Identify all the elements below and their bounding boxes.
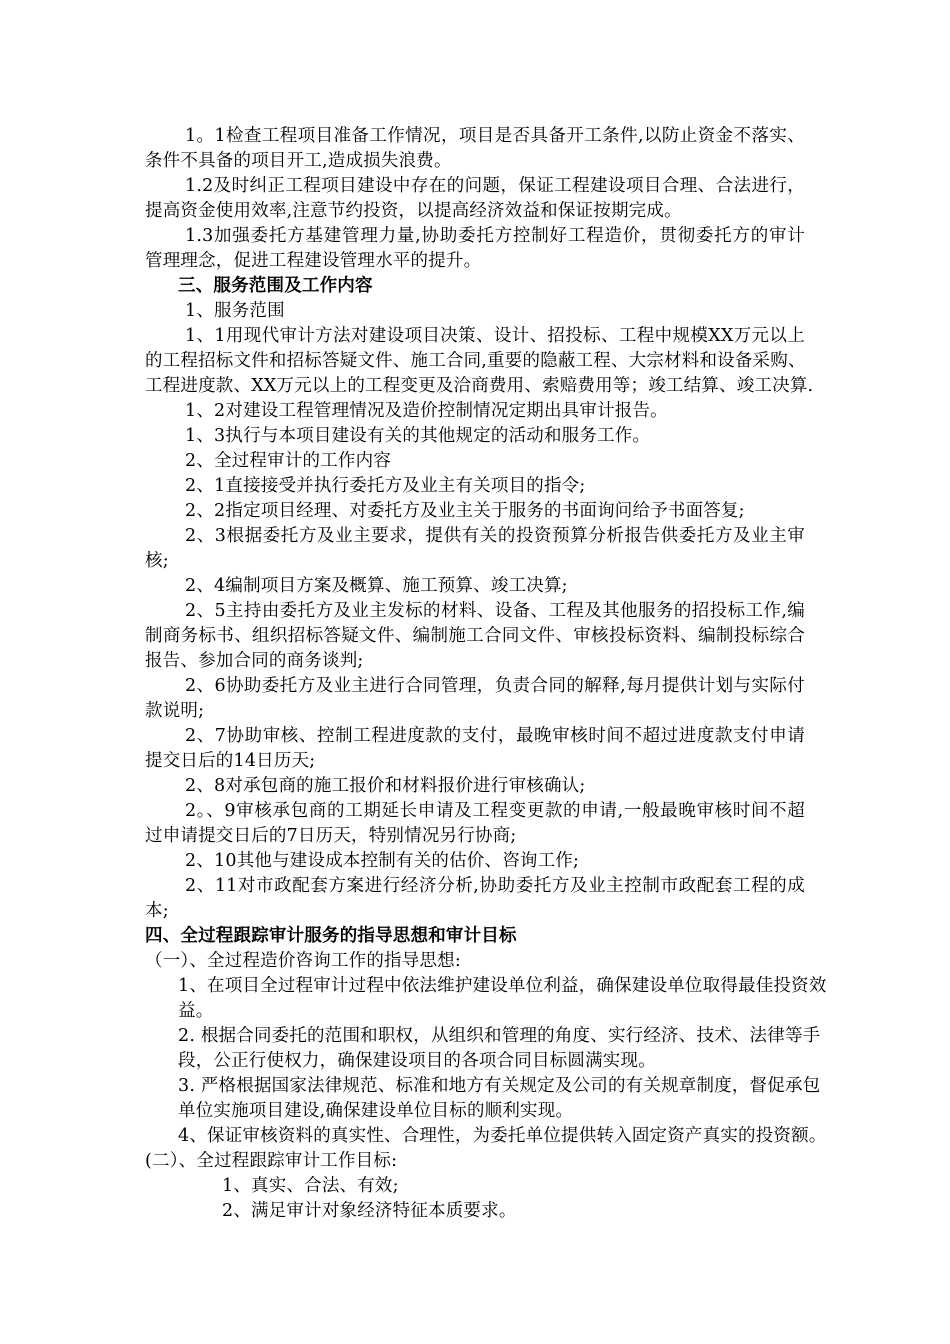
paragraph-line: 的工程招标文件和招标答疑文件、施工合同,重要的隐蔽工程、大宗材料和设备采购、 xyxy=(145,351,806,371)
paragraph-line: 报告、参加合同的商务谈判; xyxy=(145,651,364,671)
paragraph-line: 单位实施项目建设,确保建设单位目标的顺利实现。 xyxy=(178,1101,574,1121)
section-heading: 三、服务范围及工作内容 xyxy=(178,276,373,296)
paragraph-line: 1、3执行与本项目建设有关的其他规定的活动和服务工作。 xyxy=(185,426,651,446)
paragraph-line: 2、4编制项目方案及概算、施工预算、竣工决算; xyxy=(185,576,568,596)
paragraph-line: 3. 严格根据国家法律规范、标准和地方有关规定及公司的有关规章制度，督促承包 xyxy=(178,1076,821,1096)
paragraph-line: 1。1检查工程项目准备工作情况，项目是否具备开工条件,以防止资金不落实、 xyxy=(185,126,805,146)
paragraph-line: 1.3加强委托方基建管理力量,协助委托方控制好工程造价，贯彻委托方的审计 xyxy=(185,226,805,246)
paragraph-line: 制商务标书、组织招标答疑文件、编制施工合同文件、审核投标资料、编制投标综合 xyxy=(145,626,805,646)
subheading: （一）、全过程造价咨询工作的指导思想: xyxy=(145,951,461,971)
list-item: 2、满足审计对象经济特征本质要求。 xyxy=(222,1201,517,1221)
paragraph-line: 2. 根据合同委托的范围和职权，从组织和管理的角度、实行经济、技术、法律等手 xyxy=(178,1026,821,1046)
paragraph-line: 1、1用现代审计方法对建设项目决策、设计、招投标、工程中规模XX万元以上 xyxy=(185,326,805,346)
paragraph-line: 2、10其他与建设成本控制有关的估价、咨询工作; xyxy=(185,851,580,871)
paragraph-line: 益。 xyxy=(178,1001,214,1021)
paragraph-line: 管理理念，促进工程建设管理水平的提升。 xyxy=(145,251,482,271)
paragraph-line: 款说明; xyxy=(145,701,205,721)
paragraph-line: 工程进度款、XX万元以上的工程变更及洽商费用、索赔费用等；竣工结算、竣工决算. xyxy=(145,376,814,396)
paragraph-line: 提交日后的14日历天; xyxy=(145,751,316,771)
section-heading: 四、全过程跟踪审计服务的指导思想和审计目标 xyxy=(145,926,517,946)
paragraph-line: 提高资金使用效率,注意节约投资，以提高经济效益和保证按期完成。 xyxy=(145,201,682,221)
paragraph-line: 过申请提交日后的7日历天，特别情况另行协商; xyxy=(145,826,517,846)
paragraph-line: 2、1直接接受并执行委托方及业主有关项目的指令; xyxy=(185,476,586,496)
paragraph-line: 2、5主持由委托方及业主发标的材料、设备、工程及其他服务的招投标工作,编 xyxy=(185,601,805,621)
paragraph-line: 本; xyxy=(145,901,169,921)
paragraph-line: 段，公正行使权力，确保建设项目的各项合同目标圆满实现。 xyxy=(178,1051,656,1071)
paragraph-line: 2、3根据委托方及业主要求，提供有关的投资预算分析报告供委托方及业主审 xyxy=(185,526,805,546)
paragraph-line: 1.2及时纠正工程项目建设中存在的问题，保证工程建设项目合理、合法进行， xyxy=(185,176,805,196)
subheading: 1、服务范围 xyxy=(185,301,285,321)
paragraph-line: 2、2指定项目经理、对委托方及业主关于服务的书面询问给予书面答复; xyxy=(185,501,745,521)
subheading: (二）、全过程跟踪审计工作目标: xyxy=(145,1151,398,1171)
subheading: 2、全过程审计的工作内容 xyxy=(185,451,392,471)
paragraph-line: 2、6协助委托方及业主进行合同管理，负责合同的解释,每月提供计划与实际付 xyxy=(185,676,805,696)
paragraph-line: 2、8对承包商的施工报价和材料报价进行审核确认; xyxy=(185,776,586,796)
paragraph-line: 1、2对建设工程管理情况及造价控制情况定期出具审计报告。 xyxy=(185,401,668,421)
paragraph-line: 1、在项目全过程审计过程中依法维护建设单位利益，确保建设单位取得最佳投资效 xyxy=(178,976,827,996)
paragraph-line: 4、保证审核资料的真实性、合理性，为委托单位提供转入固定资产真实的投资额。 xyxy=(178,1126,827,1146)
list-item: 1、真实、合法、有效; xyxy=(222,1176,399,1196)
paragraph-line: 2、7协助审核、控制工程进度款的支付，最晚审核时间不超过进度款支付申请 xyxy=(185,726,805,746)
paragraph-line: 2。、9审核承包商的工期延长申请及工程变更款的申请,一般最晚审核时间不超 xyxy=(185,801,805,821)
paragraph-line: 核; xyxy=(145,551,169,571)
paragraph-line: 2、11对市政配套方案进行经济分析,协助委托方及业主控制市政配套工程的成 xyxy=(185,876,805,896)
paragraph-line: 条件不具备的项目开工,造成损失浪费。 xyxy=(145,151,452,171)
